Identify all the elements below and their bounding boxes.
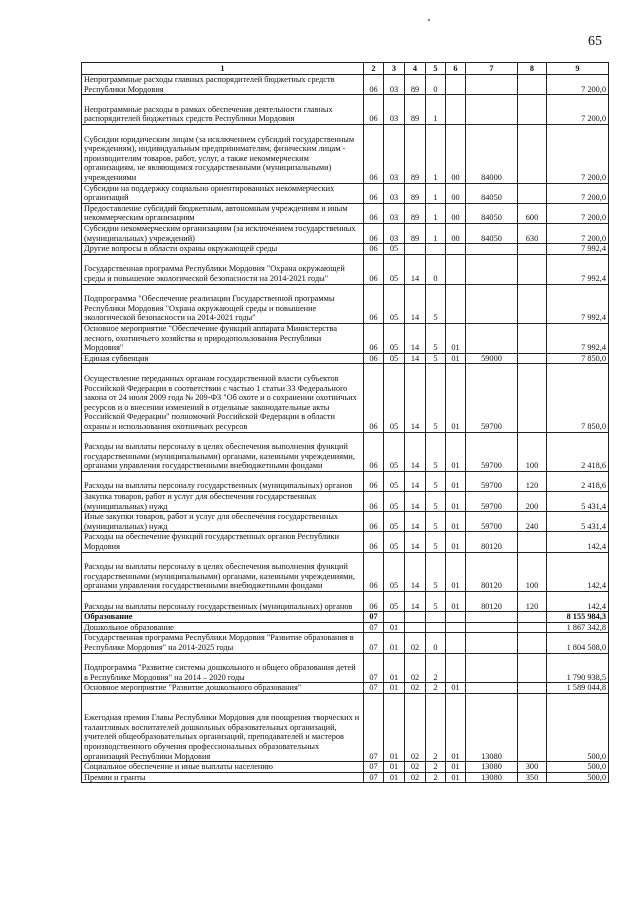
- amount-cell: 7 200,0: [547, 183, 609, 203]
- row-name-cell: Осуществление переданных органам государственной власти субъектов Российской Федерации в соответствии с частью 1 статьи 33 Федерального закона от 24 июля 2009 года № 209-ФЗ "Об охоте и о сохранении охотничьих ресурсов и о внесении изменений в отдельные законодательные акты Российской Федерации" полномочий Российской Федерации в области охраны и использования охотничьих ресурсов: [82, 364, 364, 432]
- expense-type-cell: [518, 353, 547, 364]
- table-row: [82, 244, 609, 255]
- section-code-cell: 06: [364, 364, 384, 432]
- row-name-cell: Закупка товаров, работ и услуг для обеспечения государственных (муниципальных) нужд: [82, 492, 364, 512]
- section-code-cell: 06: [364, 592, 384, 612]
- table-row: [82, 633, 609, 653]
- expense-type-cell: [518, 622, 547, 633]
- subsection-code-cell: 01: [384, 762, 405, 773]
- table-row: [82, 254, 609, 284]
- amount-cell: 7 200,0: [547, 95, 609, 125]
- subsection-code-cell: 03: [384, 183, 405, 203]
- section-code-cell: 06: [364, 203, 384, 223]
- expense-type-cell: 100: [518, 432, 547, 471]
- table-row: [82, 75, 609, 95]
- table-row: [82, 223, 609, 243]
- table-row: [82, 364, 609, 432]
- subsection-code-cell: 01: [384, 633, 405, 653]
- direction-code-cell: [466, 75, 518, 95]
- row-name-cell: Расходы на выплаты персоналу государственных (муниципальных) органов: [82, 592, 364, 612]
- program-code-cell: 89: [405, 223, 426, 243]
- amount-cell: 2 418,6: [547, 471, 609, 491]
- activity-code-cell: [446, 244, 466, 255]
- subprogram-code-cell: 5: [426, 284, 446, 323]
- activity-code-cell: [446, 622, 466, 633]
- direction-code-cell: 80120: [466, 592, 518, 612]
- section-code-cell: 06: [364, 75, 384, 95]
- row-name-cell: Основное мероприятие "Обеспечение функций аппарата Министерства лесного, охотничьего хозяйства и природопользования Республики Мордовия": [82, 323, 364, 353]
- program-code-cell: 14: [405, 364, 426, 432]
- section-code-cell: 07: [364, 762, 384, 773]
- subprogram-code-cell: 0: [426, 75, 446, 95]
- direction-code-cell: 84050: [466, 183, 518, 203]
- activity-code-cell: [446, 653, 466, 683]
- subsection-code-cell: 05: [384, 552, 405, 591]
- section-code-cell: 06: [364, 284, 384, 323]
- expense-type-cell: [518, 683, 547, 694]
- amount-cell: 5 431,4: [547, 492, 609, 512]
- direction-code-cell: 59700: [466, 492, 518, 512]
- amount-cell: 500,0: [547, 693, 609, 761]
- header-cell: 7: [466, 63, 518, 75]
- activity-code-cell: [446, 75, 466, 95]
- expense-type-cell: 100: [518, 552, 547, 591]
- amount-cell: 500,0: [547, 762, 609, 773]
- program-code-cell: 02: [405, 762, 426, 773]
- table-body: [82, 75, 609, 783]
- table-row: [82, 471, 609, 491]
- subprogram-code-cell: 5: [426, 364, 446, 432]
- program-code-cell: 89: [405, 75, 426, 95]
- direction-code-cell: 59700: [466, 471, 518, 491]
- direction-code-cell: [466, 653, 518, 683]
- amount-cell: 8 155 984,3: [547, 612, 609, 623]
- subprogram-code-cell: 5: [426, 532, 446, 552]
- activity-code-cell: [446, 254, 466, 284]
- amount-cell: 7 850,0: [547, 353, 609, 364]
- subprogram-code-cell: 0: [426, 254, 446, 284]
- direction-code-cell: 80120: [466, 532, 518, 552]
- subprogram-code-cell: 5: [426, 512, 446, 532]
- table-row: [82, 532, 609, 552]
- program-code-cell: 02: [405, 653, 426, 683]
- program-code-cell: 89: [405, 124, 426, 183]
- table-row: [82, 124, 609, 183]
- amount-cell: 5 431,4: [547, 512, 609, 532]
- section-code-cell: 06: [364, 471, 384, 491]
- subsection-code-cell: 05: [384, 512, 405, 532]
- header-cell: 4: [405, 63, 426, 75]
- section-code-cell: 06: [364, 353, 384, 364]
- row-name-cell: Субсидии на поддержку социально ориентированных некоммерческих организаций: [82, 183, 364, 203]
- section-code-cell: 06: [364, 244, 384, 255]
- row-name-cell: Основное мероприятие "Развитие дошкольного образования": [82, 683, 364, 694]
- amount-cell: 2 418,6: [547, 432, 609, 471]
- subprogram-code-cell: [426, 612, 446, 623]
- section-code-cell: 06: [364, 532, 384, 552]
- direction-code-cell: 13080: [466, 772, 518, 783]
- row-name-cell: Государственная программа Республики Мордовия "Развитие образования в Республике Мордовия" на 2014-2025 годы: [82, 633, 364, 653]
- row-name-cell: Непрограммные расходы в рамках обеспечения деятельности главных распорядителей бюджетных средств Республики Мордовия: [82, 95, 364, 125]
- table-row: [82, 183, 609, 203]
- amount-cell: 142,4: [547, 532, 609, 552]
- header-cell: 5: [426, 63, 446, 75]
- row-name-cell: Расходы на обеспечение функций государственных органов Республики Мордовия: [82, 532, 364, 552]
- subprogram-code-cell: 5: [426, 432, 446, 471]
- expense-type-cell: [518, 124, 547, 183]
- table-row: [82, 323, 609, 353]
- table-row: [82, 693, 609, 761]
- program-code-cell: 02: [405, 633, 426, 653]
- expense-type-cell: [518, 244, 547, 255]
- subprogram-code-cell: 1: [426, 124, 446, 183]
- subprogram-code-cell: 2: [426, 683, 446, 694]
- activity-code-cell: 01: [446, 471, 466, 491]
- subprogram-code-cell: 1: [426, 203, 446, 223]
- activity-code-cell: 01: [446, 532, 466, 552]
- expense-type-cell: 240: [518, 512, 547, 532]
- direction-code-cell: 84000: [466, 124, 518, 183]
- header-cell: 8: [518, 63, 547, 75]
- row-name-cell: Социальное обеспечение и иные выплаты населению: [82, 762, 364, 773]
- subsection-code-cell: 03: [384, 203, 405, 223]
- expense-type-cell: [518, 323, 547, 353]
- amount-cell: 7 200,0: [547, 223, 609, 243]
- activity-code-cell: 00: [446, 183, 466, 203]
- direction-code-cell: 80120: [466, 552, 518, 591]
- header-row: [82, 63, 609, 75]
- expense-type-cell: [518, 633, 547, 653]
- subprogram-code-cell: 1: [426, 223, 446, 243]
- section-code-cell: 06: [364, 95, 384, 125]
- section-code-cell: 07: [364, 693, 384, 761]
- row-name-cell: Образование: [82, 612, 364, 623]
- subprogram-code-cell: 5: [426, 592, 446, 612]
- subsection-code-cell: 05: [384, 323, 405, 353]
- expense-type-cell: [518, 532, 547, 552]
- header-cell: 9: [547, 63, 609, 75]
- direction-code-cell: [466, 284, 518, 323]
- budget-table: [81, 62, 609, 783]
- program-code-cell: 14: [405, 552, 426, 591]
- subsection-code-cell: 01: [384, 622, 405, 633]
- subprogram-code-cell: 5: [426, 353, 446, 364]
- activity-code-cell: 00: [446, 203, 466, 223]
- direction-code-cell: 84050: [466, 203, 518, 223]
- header-cell: 6: [446, 63, 466, 75]
- program-code-cell: 02: [405, 683, 426, 694]
- subsection-code-cell: 05: [384, 532, 405, 552]
- expense-type-cell: [518, 183, 547, 203]
- row-name-cell: Расходы на выплаты персоналу в целях обеспечения выполнения функций государственными (муниципальными) органами, казенными учреждениями, органами управления государственными внебюджетными фондами: [82, 432, 364, 471]
- section-code-cell: 06: [364, 223, 384, 243]
- expense-type-cell: [518, 653, 547, 683]
- subprogram-code-cell: 5: [426, 323, 446, 353]
- subprogram-code-cell: 5: [426, 471, 446, 491]
- program-code-cell: 14: [405, 254, 426, 284]
- row-name-cell: Субсидии некоммерческим организациям (за исключением государственных (муниципальных) учреждений): [82, 223, 364, 243]
- scan-speck: [428, 19, 430, 21]
- direction-code-cell: [466, 323, 518, 353]
- activity-code-cell: 01: [446, 512, 466, 532]
- table-row: [82, 653, 609, 683]
- program-code-cell: [405, 622, 426, 633]
- table-row: [82, 772, 609, 783]
- activity-code-cell: [446, 95, 466, 125]
- activity-code-cell: 01: [446, 762, 466, 773]
- subprogram-code-cell: [426, 622, 446, 633]
- table-row: [82, 512, 609, 532]
- section-code-cell: 07: [364, 633, 384, 653]
- activity-code-cell: 01: [446, 323, 466, 353]
- direction-code-cell: [466, 254, 518, 284]
- amount-cell: 1 589 044,8: [547, 683, 609, 694]
- program-code-cell: 89: [405, 203, 426, 223]
- page-number: 65: [588, 34, 602, 49]
- table-row: [82, 552, 609, 591]
- row-name-cell: Расходы на выплаты персоналу в целях обеспечения выполнения функций государственными (муниципальными) органами, казенными учреждениями, органами управления государственными внебюджетными фондами: [82, 552, 364, 591]
- expense-type-cell: [518, 95, 547, 125]
- direction-code-cell: [466, 622, 518, 633]
- program-code-cell: 14: [405, 471, 426, 491]
- direction-code-cell: 13080: [466, 693, 518, 761]
- direction-code-cell: 59700: [466, 432, 518, 471]
- program-code-cell: 14: [405, 592, 426, 612]
- table-row: [82, 284, 609, 323]
- amount-cell: 1 804 508,0: [547, 633, 609, 653]
- expense-type-cell: [518, 693, 547, 761]
- table-row: [82, 353, 609, 364]
- section-code-cell: 07: [364, 653, 384, 683]
- row-name-cell: Подпрограмма "Обеспечение реализации Государственной программы Республики Мордовия "Охрана окружающей среды и повышение экологической безопасности на 2014-2021 годы": [82, 284, 364, 323]
- direction-code-cell: [466, 683, 518, 694]
- subsection-code-cell: 05: [384, 592, 405, 612]
- program-code-cell: 14: [405, 323, 426, 353]
- row-name-cell: Премии и гранты: [82, 772, 364, 783]
- row-name-cell: Субсидии юридическим лицам (за исключением субсидий государственным учреждениям), индивидуальным предпринимателям, физическим лицам - производителям товаров, работ, услуг, а также некоммерческим организациям, не являющимся государственными (муниципальными) учреждениями: [82, 124, 364, 183]
- row-name-cell: Иные закупки товаров, работ и услуг для обеспечения государственных (муниципальных) нужд: [82, 512, 364, 532]
- activity-code-cell: 01: [446, 492, 466, 512]
- subprogram-code-cell: 1: [426, 183, 446, 203]
- subprogram-code-cell: 1: [426, 95, 446, 125]
- subprogram-code-cell: 2: [426, 653, 446, 683]
- amount-cell: 7 200,0: [547, 75, 609, 95]
- direction-code-cell: 84050: [466, 223, 518, 243]
- amount-cell: 7 200,0: [547, 124, 609, 183]
- table-row: [82, 762, 609, 773]
- expense-type-cell: 120: [518, 471, 547, 491]
- amount-cell: 142,4: [547, 552, 609, 591]
- row-name-cell: Единая субвенция: [82, 353, 364, 364]
- subsection-code-cell: 03: [384, 95, 405, 125]
- activity-code-cell: 00: [446, 124, 466, 183]
- table-row: [82, 492, 609, 512]
- amount-cell: 1 867 342,8: [547, 622, 609, 633]
- amount-cell: 7 200,0: [547, 203, 609, 223]
- activity-code-cell: 01: [446, 683, 466, 694]
- expense-type-cell: 200: [518, 492, 547, 512]
- subsection-code-cell: 01: [384, 653, 405, 683]
- table-row: [82, 203, 609, 223]
- direction-code-cell: 59700: [466, 364, 518, 432]
- table-row: [82, 95, 609, 125]
- program-code-cell: 14: [405, 284, 426, 323]
- activity-code-cell: 00: [446, 223, 466, 243]
- program-code-cell: 89: [405, 95, 426, 125]
- subsection-code-cell: 03: [384, 124, 405, 183]
- program-code-cell: 14: [405, 512, 426, 532]
- activity-code-cell: [446, 633, 466, 653]
- subsection-code-cell: 05: [384, 254, 405, 284]
- subsection-code-cell: 01: [384, 683, 405, 694]
- activity-code-cell: 01: [446, 552, 466, 591]
- amount-cell: 7 992,4: [547, 254, 609, 284]
- expense-type-cell: [518, 75, 547, 95]
- subsection-code-cell: 05: [384, 492, 405, 512]
- expense-type-cell: 300: [518, 762, 547, 773]
- activity-code-cell: 01: [446, 592, 466, 612]
- subsection-code-cell: 05: [384, 471, 405, 491]
- program-code-cell: 14: [405, 432, 426, 471]
- expense-type-cell: 600: [518, 203, 547, 223]
- row-name-cell: Непрограммные расходы главных распорядителей бюджетных средств Республики Мордовия: [82, 75, 364, 95]
- program-code-cell: 14: [405, 532, 426, 552]
- header-cell: 3: [384, 63, 405, 75]
- subsection-code-cell: 03: [384, 223, 405, 243]
- direction-code-cell: 59000: [466, 353, 518, 364]
- section-code-cell: 07: [364, 772, 384, 783]
- table-row: [82, 622, 609, 633]
- subprogram-code-cell: 2: [426, 762, 446, 773]
- amount-cell: 7 850,0: [547, 364, 609, 432]
- header-cell: 2: [364, 63, 384, 75]
- program-code-cell: 89: [405, 183, 426, 203]
- activity-code-cell: [446, 284, 466, 323]
- subsection-code-cell: 05: [384, 353, 405, 364]
- subsection-code-cell: 05: [384, 244, 405, 255]
- table-row: [82, 432, 609, 471]
- section-code-cell: 07: [364, 683, 384, 694]
- row-name-cell: Подпрограмма "Развитие системы дошкольного и общего образования детей в Республике Мордовия" на 2014 – 2020 годы: [82, 653, 364, 683]
- row-name-cell: Дошкольное образование: [82, 622, 364, 633]
- row-name-cell: Предоставление субсидий бюджетным, автономным учреждениям и иным некоммерческим организациям: [82, 203, 364, 223]
- section-code-cell: 06: [364, 552, 384, 591]
- row-name-cell: Ежегодная премия Главы Республики Мордовия для поощрения творческих и талантливых воспитателей дошкольных образовательных организаций, учителей общеобразовательных организаций, преподавателей и мастеров производственного обучения профессиональных образовательных организаций Республики Мордовия: [82, 693, 364, 761]
- section-code-cell: 07: [364, 612, 384, 623]
- subsection-code-cell: 05: [384, 432, 405, 471]
- subsection-code-cell: [384, 612, 405, 623]
- expense-type-cell: 120: [518, 592, 547, 612]
- subsection-code-cell: 05: [384, 364, 405, 432]
- section-code-cell: 06: [364, 254, 384, 284]
- table-row: [82, 612, 609, 623]
- direction-code-cell: [466, 244, 518, 255]
- subprogram-code-cell: 5: [426, 552, 446, 591]
- subsection-code-cell: 01: [384, 693, 405, 761]
- direction-code-cell: [466, 95, 518, 125]
- program-code-cell: 14: [405, 492, 426, 512]
- section-code-cell: 06: [364, 492, 384, 512]
- amount-cell: 7 992,4: [547, 323, 609, 353]
- activity-code-cell: [446, 612, 466, 623]
- expense-type-cell: [518, 364, 547, 432]
- program-code-cell: 02: [405, 772, 426, 783]
- section-code-cell: 06: [364, 124, 384, 183]
- table-row: [82, 683, 609, 694]
- program-code-cell: 14: [405, 353, 426, 364]
- expense-type-cell: [518, 612, 547, 623]
- direction-code-cell: 59700: [466, 512, 518, 532]
- amount-cell: 7 992,4: [547, 244, 609, 255]
- section-code-cell: 07: [364, 622, 384, 633]
- direction-code-cell: [466, 612, 518, 623]
- section-code-cell: 06: [364, 512, 384, 532]
- activity-code-cell: 01: [446, 432, 466, 471]
- subprogram-code-cell: 0: [426, 633, 446, 653]
- amount-cell: 7 992,4: [547, 284, 609, 323]
- row-name-cell: Другие вопросы в области охраны окружающей среды: [82, 244, 364, 255]
- subprogram-code-cell: 5: [426, 492, 446, 512]
- section-code-cell: 06: [364, 432, 384, 471]
- subsection-code-cell: 03: [384, 75, 405, 95]
- row-name-cell: Расходы на выплаты персоналу государственных (муниципальных) органов: [82, 471, 364, 491]
- expense-type-cell: [518, 284, 547, 323]
- activity-code-cell: 01: [446, 772, 466, 783]
- expense-type-cell: 630: [518, 223, 547, 243]
- direction-code-cell: [466, 633, 518, 653]
- expense-type-cell: [518, 254, 547, 284]
- expense-type-cell: 350: [518, 772, 547, 783]
- activity-code-cell: 01: [446, 364, 466, 432]
- section-code-cell: 06: [364, 183, 384, 203]
- program-code-cell: [405, 244, 426, 255]
- activity-code-cell: 01: [446, 353, 466, 364]
- subprogram-code-cell: 2: [426, 772, 446, 783]
- section-code-cell: 06: [364, 323, 384, 353]
- activity-code-cell: 01: [446, 693, 466, 761]
- amount-cell: 1 790 938,5: [547, 653, 609, 683]
- subprogram-code-cell: [426, 244, 446, 255]
- program-code-cell: 02: [405, 693, 426, 761]
- amount-cell: 500,0: [547, 772, 609, 783]
- row-name-cell: Государственная программа Республики Мордовия "Охрана окружающей среды и повышение экологической безопасности на 2014-2021 годы": [82, 254, 364, 284]
- subsection-code-cell: 01: [384, 772, 405, 783]
- program-code-cell: [405, 612, 426, 623]
- subprogram-code-cell: 2: [426, 693, 446, 761]
- table-row: [82, 592, 609, 612]
- amount-cell: 142,4: [547, 592, 609, 612]
- direction-code-cell: 13080: [466, 762, 518, 773]
- header-cell: 1: [82, 63, 364, 75]
- subsection-code-cell: 05: [384, 284, 405, 323]
